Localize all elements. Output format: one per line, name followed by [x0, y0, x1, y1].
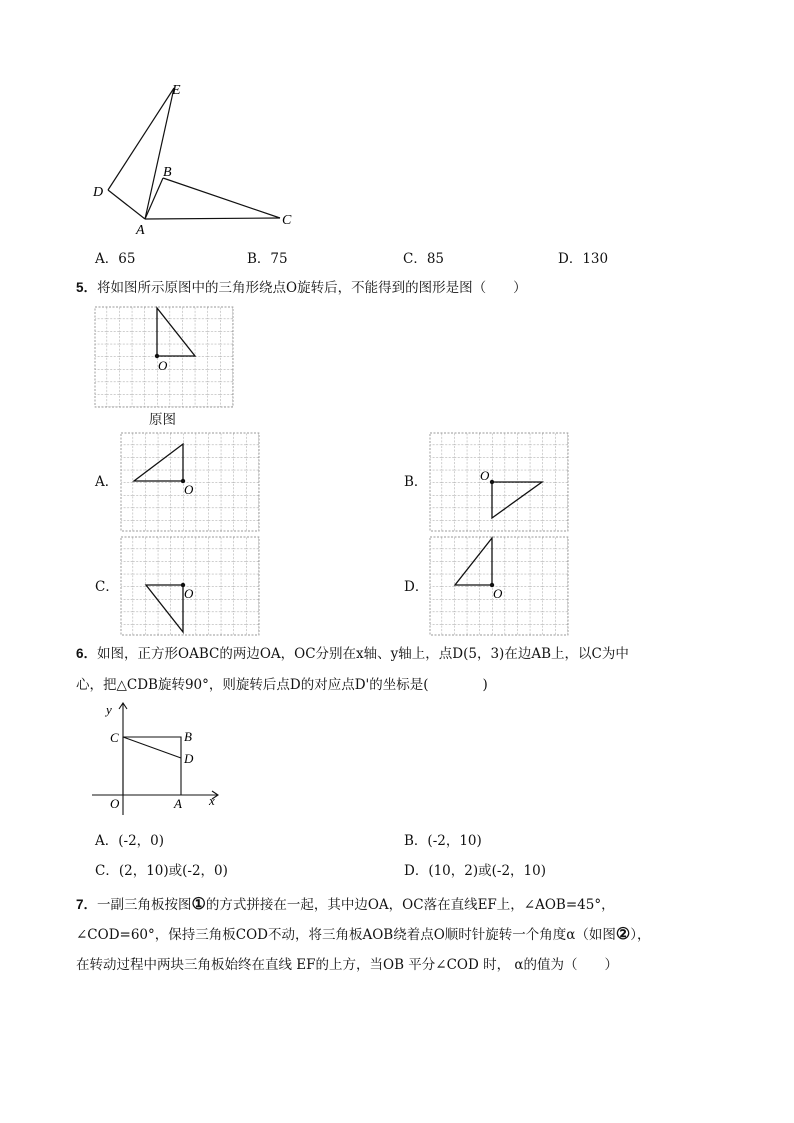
circled-number-1: ① [191, 894, 206, 913]
option-text: (10，2)或(-2，10) [428, 863, 546, 879]
q5-option-d-figure[interactable] [429, 536, 569, 638]
label-C: C [110, 730, 119, 745]
label-C: C [282, 213, 292, 228]
q4-option-a[interactable] [95, 250, 135, 268]
q5-option-c-letter[interactable]: C． [95, 579, 119, 595]
q6-stem-line2: 心，把△CDB旋转90°，则旋转后点D的对应点D'的坐标是( ) [76, 677, 488, 693]
q5-original-figure [94, 306, 234, 410]
q5-option-b-letter[interactable]: B． [404, 474, 428, 490]
label-A: A [174, 796, 182, 811]
option-text: (-2，10) [427, 833, 482, 849]
option-letter: D． [558, 251, 583, 267]
label-B: B [163, 165, 172, 180]
question-text: ∠COD=60°，保持三角板COD不动，将三角板AOB绕着点O顺时针旋转一个角度α（如图 [76, 927, 616, 943]
q6-option-b[interactable] [404, 832, 482, 850]
q4-option-d[interactable] [558, 250, 608, 268]
q5-option-c-figure[interactable] [120, 536, 260, 638]
question-number: 7． [76, 897, 98, 912]
q5-original-caption: 原图 [149, 412, 176, 428]
q7-line1 [76, 895, 615, 914]
option-text: (2，10)或(-2，0) [118, 863, 228, 879]
q4-option-c[interactable] [403, 250, 444, 268]
point-o-label: O [480, 468, 490, 483]
axis-x-label: x [209, 793, 215, 808]
q5-option-a-letter[interactable]: A． [95, 474, 119, 490]
q4-option-b[interactable] [247, 250, 288, 268]
label-D: D [184, 751, 194, 766]
axis-y-label: y [106, 702, 112, 717]
q6-figure [90, 700, 230, 815]
question-number: 5． [76, 280, 98, 295]
option-text: 65 [118, 251, 136, 267]
q5-option-d-letter[interactable]: D． [404, 579, 429, 595]
option-letter: D． [404, 863, 429, 879]
q6-option-c[interactable] [95, 862, 228, 880]
label-E: E [172, 83, 181, 98]
point-o-label: O [493, 586, 503, 601]
option-letter: B． [404, 833, 428, 849]
question-text: 的方式拼接在一起，其中边OA，OC落在直线EF上，∠AOB=45°， [205, 897, 615, 913]
q6-option-d[interactable] [404, 862, 546, 880]
q7-line2 [76, 925, 651, 944]
question-text: ）， [630, 927, 651, 943]
q4-figure [85, 78, 315, 238]
question-text: 将如图所示原图中的三角形绕点O旋转后，不能得到的图形是图（ ） [97, 280, 527, 296]
q6-option-a[interactable] [95, 832, 164, 850]
q7-line3: 在转动过程中两块三角板始终在直线 EF的上方，当OB 平分∠COD 时， α的值为（ ） [76, 957, 619, 973]
option-text: (-2，0) [118, 833, 165, 849]
question-text: 如图，正方形OABC的两边OA，OC分别在x轴、y轴上，点D(5，3)在边AB上，以C为中 [97, 646, 629, 662]
option-text: 130 [582, 251, 609, 267]
question-text: 一副三角板按图 [97, 897, 192, 913]
point-o-label: O [158, 358, 168, 373]
option-letter: A． [95, 251, 119, 267]
q5-option-a-figure[interactable] [120, 432, 260, 534]
point-o-label: O [184, 482, 194, 497]
option-letter: C． [403, 251, 427, 267]
label-B: B [184, 729, 192, 744]
point-o-label: O [184, 586, 194, 601]
label-O: O [110, 796, 120, 811]
option-text: 85 [426, 251, 445, 267]
circled-number-2: ② [615, 924, 631, 943]
label-A: A [136, 223, 145, 238]
q5-stem [76, 279, 527, 297]
label-D: D [93, 185, 104, 200]
question-number: 6． [76, 646, 98, 661]
option-letter: B． [247, 251, 271, 267]
q5-option-b-figure[interactable] [429, 432, 569, 534]
option-letter: C． [95, 863, 119, 879]
option-text: 75 [270, 251, 288, 267]
option-letter: A． [95, 833, 119, 849]
q6-stem-line1 [76, 645, 629, 663]
